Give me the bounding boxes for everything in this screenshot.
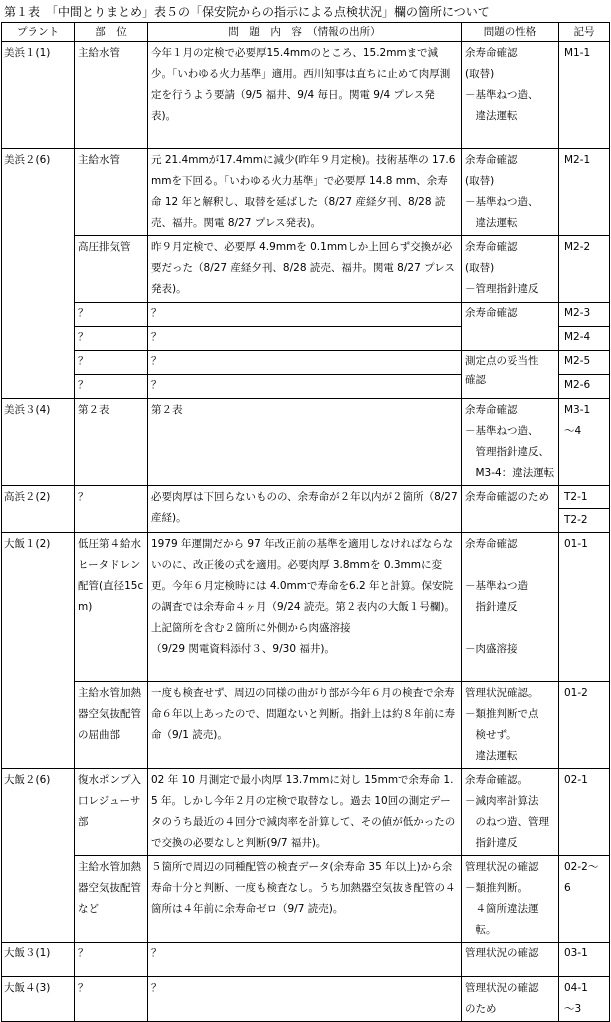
plant-cell: 美浜２(6) <box>2 149 75 399</box>
code-cell: 03-1 <box>559 943 610 977</box>
nature-cell: 管理状況の確認 －類推判断。 ４箇所違法運 転。 <box>462 856 559 943</box>
code-cell: M2-4 <box>559 327 610 351</box>
nature-cell: 管理状況の確認 のため <box>462 977 559 1022</box>
table-row <box>2 399 610 486</box>
plant-cell: 大飯１(2) <box>2 533 75 769</box>
nature-cell: 測定点の妥当性 確認 <box>462 351 559 399</box>
nature-cell: 余寿命確認 －基準ねつ造、 管理指針違反、 M3-4：違法運転 <box>462 399 559 486</box>
part-cell: 主給水管加熱器空気抜配管など <box>75 856 148 943</box>
part-cell: ？ <box>75 327 148 351</box>
table-row <box>2 533 610 682</box>
part-cell: 主給水管 <box>75 42 148 149</box>
table-row <box>2 977 610 1022</box>
nature-cell: 余寿命確認 －基準ねつ造 指針違反 －肉盛溶接 <box>462 533 559 682</box>
code-cell: M1-1 <box>559 42 610 149</box>
content-cell: ？ <box>148 351 462 375</box>
table-row <box>2 856 610 943</box>
code-cell: 02-2～ 6 <box>559 856 610 943</box>
content-cell: 第２表 <box>148 399 462 486</box>
part-cell: 高圧排気管 <box>75 236 148 303</box>
code-cell: M2-1 <box>559 149 610 236</box>
content-cell: ？ <box>148 943 462 977</box>
table-row <box>2 149 610 236</box>
code-cell: M2-2 <box>559 236 610 303</box>
nature-cell: 余寿命確認。 －減肉率計算法 のねつ造、管理 指針違反 <box>462 769 559 856</box>
table-row <box>2 943 610 977</box>
nature-cell: 余寿命確認 (取替) －基準ねつ造、 違法運転 <box>462 42 559 149</box>
content-cell: 一度も検査せず、周辺の同様の曲がり部が今年６月の検査で余寿命６年以上あったので、問題ないと判断。指針上は約８年前に寿命（9/1 読売)。 <box>148 682 462 769</box>
content-cell: ？ <box>148 375 462 399</box>
content-cell: 必要肉厚は下回らないものの、余寿命が２年以内が２箇所（8/27 産経)。 <box>148 486 462 533</box>
table-row <box>2 486 610 533</box>
content-cell: 今年１月の定検で必要厚15.4mmのところ、15.2mmまで減少。｢いわゆる火力基準」適用。西川知事は直ちに止めて肉厚測定を行うよう要請（9/5 福井、9/4 毎日。関電 9/4 プレス発表)。 <box>148 42 462 149</box>
part-cell: ？ <box>75 303 148 327</box>
nature-cell: 管理状況確認。 －類推判断で点 検せず。 違法運転 <box>462 682 559 769</box>
content-cell: ？ <box>148 327 462 351</box>
content-cell: ？ <box>148 303 462 327</box>
header-code: 記号 <box>559 23 610 42</box>
part-cell: ？ <box>75 351 148 375</box>
content-cell: 1979 年運開だから 97 年改正前の基準を適用しなければならないのに、改正後の式を適用。必要肉厚 3.8mmを 0.3mmに変更。今年６月定検時には 4.0mmで寿命を6.2 年と計算。保安院の調査では余寿命４ヶ月（9/24 読売。第２表内の大飯１号欄)。 上記箇所を含む２箇所に外側から肉盛溶接 （9/29 関電資料添付３、9/30 福井)。 <box>148 533 462 682</box>
table-row <box>2 236 610 303</box>
content-cell: ５箇所で周辺の同種配管の検査データ(余寿命 35 年以上)から余寿命十分と判断、一度も検査なし。うち加熱器空気抜き配管の４箇所は４年前に余寿命ゼロ（9/7 読売)。 <box>148 856 462 943</box>
code-cell: M2-3 <box>559 303 610 327</box>
plant-cell: 高浜２(2) <box>2 486 75 533</box>
header-plant: プラント <box>2 23 75 42</box>
part-cell: 第２表 <box>75 399 148 486</box>
table-title: 第１表 「中間とりまとめ」表５の「保安院からの指示による点検状況」欄の箇所について <box>4 5 490 19</box>
header-nature: 問題の性格 <box>462 23 559 42</box>
part-cell: ？ <box>75 977 148 1022</box>
plant-cell: 大飯４(3) <box>2 977 75 1022</box>
part-cell: 復水ポンプ入口レジューサ部 <box>75 769 148 856</box>
table-row <box>2 351 610 375</box>
part-cell: 主給水管加熱器空気抜配管の屈曲部 <box>75 682 148 769</box>
code-t2-1: T2-1 <box>559 486 609 509</box>
nature-cell: 余寿命確認 <box>462 303 559 351</box>
nature-cell: 余寿命確認のため <box>462 486 559 533</box>
plant-cell: 美浜１(1) <box>2 42 75 149</box>
content-cell: 02 年 10 月測定で最小肉厚 13.7mmに対し 15mmで余寿命 1.5 年。しかし今年２月の定検で取替なし。過去 10回の測定データのうち最近の４回分で減肉率を計算して、その値が低かったので交換の必要なしと判断(9/7 福井)。 <box>148 769 462 856</box>
code-cell: M2-5 <box>559 351 610 375</box>
plant-cell: 美浜３(4) <box>2 399 75 486</box>
inspection-table <box>1 22 610 1022</box>
part-cell: ？ <box>75 943 148 977</box>
part-cell: ？ <box>75 375 148 399</box>
plant-cell: 大飯３(1) <box>2 943 75 977</box>
content-cell: ？ <box>148 977 462 1022</box>
code-cell <box>559 486 610 533</box>
table-row <box>2 682 610 769</box>
code-cell: 02-1 <box>559 769 610 856</box>
table-row <box>2 42 610 149</box>
nature-cell: 余寿命確認 (取替) －基準ねつ造、 違法運転 <box>462 149 559 236</box>
header-content: 問 題 内 容 （情報の出所） <box>148 23 462 42</box>
table-row <box>2 769 610 856</box>
code-cell: 01-1 <box>559 533 610 682</box>
code-cell: 01-2 <box>559 682 610 769</box>
part-cell: 主給水管 <box>75 149 148 236</box>
table-row <box>2 303 610 327</box>
part-cell: ？ <box>75 486 148 533</box>
code-cell: M2-6 <box>559 375 610 399</box>
nature-cell: 余寿命確認 (取替) －管理指針違反 <box>462 236 559 303</box>
plant-cell: 大飯２(6) <box>2 769 75 943</box>
content-cell: 元 21.4mmが17.4mmに減少(昨年９月定検)。技術基準の 17.6mmを下回る。｢いわゆる火力基準」で必要厚 14.8 mm、余寿命 12 年と解釈し、取替を延ばした（8/27 産経夕刊、8/28 読売、福井。関電 8/27 プレス発表)。 <box>148 149 462 236</box>
content-cell: 昨９月定検で、必要厚 4.9mmを 0.1mmしか上回らず交換が必要だった（8/27 産経夕刊、8/28 読売、福井。関電 8/27 プレス発表)。 <box>148 236 462 303</box>
header-row <box>2 23 610 42</box>
code-t2-2: T2-2 <box>564 514 588 526</box>
part-cell: 低圧第４給水ヒータドレン配管(直径15cm) <box>75 533 148 682</box>
code-cell: 04-1 ～3 <box>559 977 610 1022</box>
code-cell: M3-1 ～4 <box>559 399 610 486</box>
header-part: 部 位 <box>75 23 148 42</box>
nature-cell: 管理状況の確認 <box>462 943 559 977</box>
